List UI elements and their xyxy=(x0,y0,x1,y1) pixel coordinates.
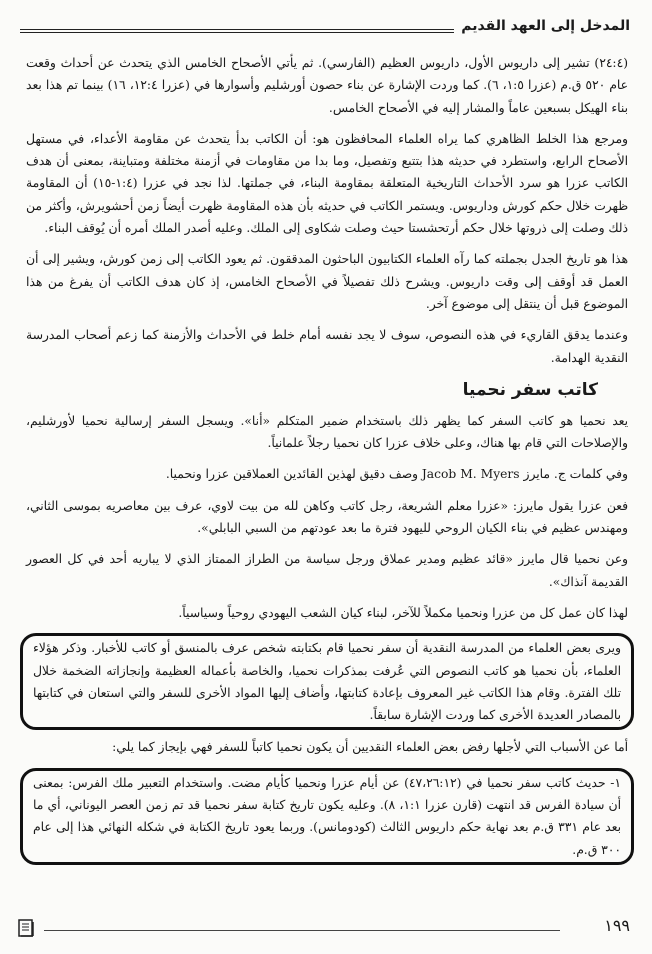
running-header xyxy=(20,16,632,46)
boxed-paragraph: ويرى بعض العلماء من المدرسة النقدية أن سفر نحميا قام بكتابته شخص عرف بالمنسق أو كاتب للأخبار. وذكر هؤلاء العلماء، بأن نحميا هو كاتب النصوص التي عُرفت بمذكرات نحميا، والخاصة بأعماله العظيمة وإنجازاته الضخمة خلال تلك الفترة. وقام هذا الكاتب غير المعروف بإعادة كتابتها، وأضاف إليها المواد الأخرى للسفر والتي استعان في كتابتها بالمصادر العديدة الأخرى كما وردت الإشارة سابقاً. xyxy=(33,641,621,723)
header-rule xyxy=(20,29,454,33)
boxed-paragraph: ١- حديث كاتب سفر نحميا في (٤٧،٢٦:١٢) عن أيام عزرا ونحميا كأيام مضت. واستخدام التعبير ملك الفرس: بمعنى أن سيادة الفرس قد انتهت (قارن عزرا ١:١، ٨). وعليه يكون تاريخ كتابة سفر نحميا قد تم زمن العصر اليوناني، أي ما بعد عام ٣٣١ ق.م بعد نهاية حكم داريوس الثالث (كودومانس). وربما يعود تاريخ الكتابة في شكله النهائي هذا إلى عام ٣٠٠ ق.م. xyxy=(33,775,621,857)
paragraph: ومرجع هذا الخلط الظاهري كما يراه العلماء المحافظون هو: أن الكاتب بدأ يتحدث عن مقاومة الأعداء، في مستهل الأصحاح الرابع، واستطرد في حديثه هذا بتتبع وتفصيل، وما بدا من مقاومات في أزمنة مختلفة ومتباينة، بمعنى أن هدف الكاتب عزرا هو سرد الأحداث التاريخية المتعلقة بمقاومة البناء، في جملتها. لذا نجد في عزرا (١:٤-١٥) أن المقاومة ظهرت خلال حكم كورش وداريوس. ويستمر الكاتب في حديثه بأن هذه المقاومة ظهرت أيضاً زمن أحشويرش، وأكثر من ذلك وصلت إلى ذروتها خلال حكم أرتحشستا حيث وصلت شكاوى إلى الملك. وعليه أصدر الملك أمره أن يُوقف البناء. xyxy=(26,131,628,236)
paragraph: فعن عزرا يقول مايرز: «عزرا معلم الشريعة، رجل كاتب وكاهن لله من بيت لاوي، عرف بين معاصريه بموسى الثاني، ومهندس عظيم في بناء الكيان الروحي لليهود فترة ما بعد عودتهم من السبي البابلي». xyxy=(26,498,628,536)
paragraph: (٢٤:٤) تشير إلى داريوس الأول، داريوس العظيم (الفارسي). ثم يأتي الأصحاح الخامس الذي يتحدث عن أحداث وقعت عام ٥٢٠ ق.م (عزرا ١:٥، ٦). كما وردت الإشارة عن بناء حصون أورشليم وأسوارها في (عزرا ١٢:٤، ١٦) بينما تم هذا بعد بناء الهيكل بسبعين عاماً والمشار إليه في الأصحاح الخامس. xyxy=(26,56,628,115)
highlight-box xyxy=(20,768,634,865)
footer-rule xyxy=(44,930,560,931)
paragraph: هذا هو تاريخ الجدل بجملته كما رآه العلماء الكتابيون الباحثون المدققون. ثم يعود الكاتب إلى زمن كورش، ويشير إلى أن العمل قد أوقف إلى وقت داريوس. ويشرح ذلك تفصيلاً في الأصحاح الخامس، إذ كان هدف الكاتب أن يفرغ من هذا الموضوع قبل أن ينتقل إلى موضوع آخر. xyxy=(26,252,628,311)
book-icon xyxy=(16,918,36,938)
paragraph: أما عن الأسباب التي لأجلها رفض بعض العلماء النقديين أن يكون نحميا كاتباً للسفر فهي بإيجاز كما يلي: xyxy=(112,740,628,755)
page-number: ١٩٩ xyxy=(604,916,630,935)
paragraph: وفي كلمات ج. مايرز Jacob M. Myers وصف دقيق لهذين القائدين العملاقين عزرا ونحميا. xyxy=(165,467,628,482)
highlight-box xyxy=(20,633,634,730)
paragraph: يعد نحميا هو كاتب السفر كما يظهر ذلك باستخدام ضمير المتكلم «أنا». ويسجل السفر إرسالية نحميا لأورشليم، والإصلاحات التي قام بها هناك، وعلى خلاف عزرا كان نحميا رجلاً علمانياً. xyxy=(26,413,628,451)
paragraph: وعندما يدقق القاريء في هذه النصوص، سوف لا يجد نفسه أمام خلط في الأحداث والأزمنة كما زعم أصحاب المدرسة النقدية الهدامة. xyxy=(26,328,628,365)
section-heading: كاتب سفر نحميا xyxy=(462,379,598,400)
paragraph: وعن نحميا قال مايرز «قائد عظيم ومدير عملاق ورجل سياسة من الطراز الممتاز الذي لا يباريه أحد في كل العصور القديمة آنذاك». xyxy=(26,552,628,589)
book-title: المدخل إلى العهد القديم xyxy=(461,18,630,34)
page-body xyxy=(26,52,628,871)
paragraph: لهذا كان عمل كل من عزرا ونحميا مكملاً للآخر، لبناء كيان الشعب اليهودي روحياً وسياسياً. xyxy=(178,605,628,620)
